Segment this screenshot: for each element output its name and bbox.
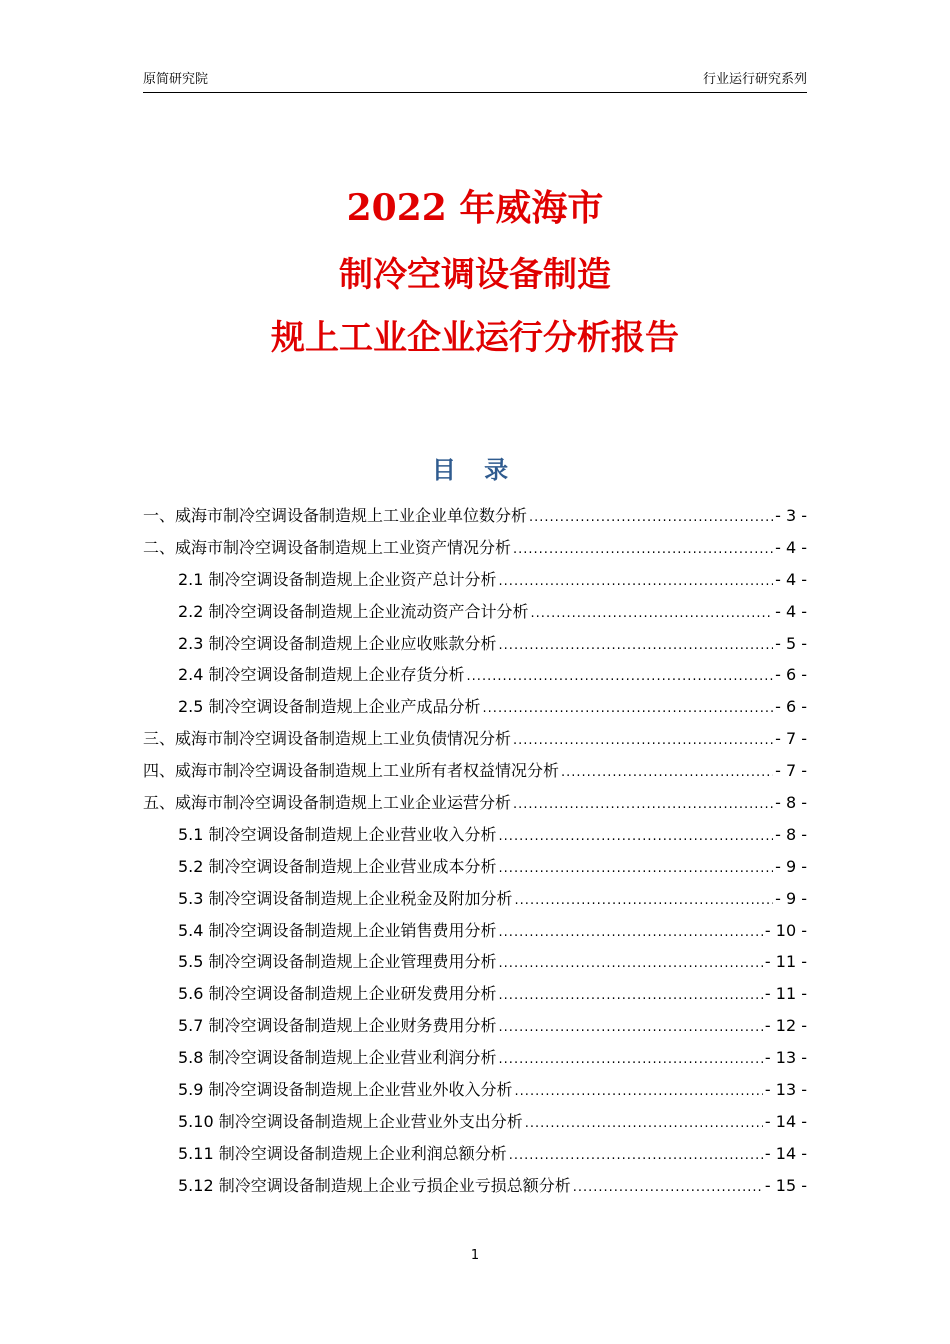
toc-leader-dots [499, 948, 763, 980]
toc-leader-dots [561, 757, 773, 789]
toc-leader-dots [531, 598, 774, 630]
toc-entry-page: - 9 - [775, 888, 807, 908]
toc-entry[interactable] [143, 787, 807, 819]
toc-subentry[interactable] [143, 1170, 807, 1202]
toc-entry-page: - 3 - [775, 506, 807, 525]
toc-subentry[interactable] [143, 1138, 807, 1170]
toc-subentry[interactable] [143, 659, 807, 691]
toc-entry-page: - 4 - [775, 601, 807, 621]
toc-entry-label: 5.4 制冷空调设备制造规上企业销售费用分析 [178, 920, 497, 940]
toc-entry-label: 2.5 制冷空调设备制造规上企业产成品分析 [178, 697, 481, 717]
toc-leader-dots [483, 693, 774, 725]
toc-leader-dots [499, 917, 763, 949]
toc-leader-dots [515, 885, 774, 917]
header-series-name: 行业运行研究系列 [702, 72, 807, 87]
toc-leader-dots [467, 661, 774, 693]
toc-entry-page: - 13 - [764, 1080, 807, 1100]
toc-entry-label: 5.6 制冷空调设备制造规上企业研发费用分析 [178, 984, 497, 1004]
toc-leader-dots [499, 630, 774, 662]
toc-subentry[interactable] [143, 1042, 807, 1074]
toc-subentry[interactable] [143, 915, 807, 947]
toc-subentry[interactable] [143, 1074, 807, 1106]
toc-entry-label: 三、威海市制冷空调设备制造规上工业负债情况分析 [143, 729, 512, 749]
toc-entry-label: 5.9 制冷空调设备制造规上企业营业外收入分析 [178, 1080, 513, 1100]
toc-heading: 目 录 [431, 456, 519, 484]
toc-entry-page: - 11 - [764, 984, 807, 1004]
toc-entry-page: - 14 - [764, 1111, 807, 1131]
toc-entry-page: - 7 - [775, 729, 807, 749]
toc-entry-label: 5.5 制冷空调设备制造规上企业管理费用分析 [178, 952, 497, 972]
toc-subentry[interactable] [143, 596, 807, 628]
toc-subentry[interactable] [143, 564, 807, 596]
toc-entry-page: - 6 - [775, 665, 807, 685]
toc-leader-dots [573, 1172, 763, 1204]
toc-entry-page: - 4 - [775, 569, 807, 589]
toc-leader-dots [515, 1076, 763, 1108]
toc-entry-page: - 14 - [764, 1143, 807, 1163]
toc-leader-dots [499, 1012, 763, 1044]
toc-entry-page: - 8 - [775, 824, 807, 844]
toc-entry-label: 四、威海市制冷空调设备制造规上工业所有者权益情况分析 [143, 761, 560, 781]
toc-entry-label: 2.4 制冷空调设备制造规上企业存货分析 [178, 665, 465, 685]
toc-subentry[interactable] [143, 819, 807, 851]
toc-entry-label: 5.8 制冷空调设备制造规上企业营业利润分析 [178, 1048, 497, 1068]
toc-leader-dots [509, 1140, 763, 1172]
page-header [143, 66, 807, 93]
toc-subentry[interactable] [143, 628, 807, 660]
toc-entry-label: 5.2 制冷空调设备制造规上企业营业成本分析 [178, 856, 497, 876]
toc-entry-label: 5.1 制冷空调设备制造规上企业营业收入分析 [178, 824, 497, 844]
toc-entry-page: - 15 - [764, 1175, 807, 1195]
toc-entry-label: 2.2 制冷空调设备制造规上企业流动资产合计分析 [178, 601, 529, 621]
toc-entry-page: - 6 - [775, 697, 807, 717]
toc-entry-label: 5.12 制冷空调设备制造规上企业亏损企业亏损总额分析 [178, 1175, 571, 1195]
toc-leader-dots [499, 566, 774, 598]
toc-subentry[interactable] [143, 1106, 807, 1138]
toc-entry[interactable] [143, 500, 807, 532]
table-of-contents [143, 500, 807, 1202]
toc-subentry[interactable] [143, 1010, 807, 1042]
toc-leader-dots [513, 534, 773, 566]
toc-leader-dots [499, 853, 774, 885]
toc-entry[interactable] [143, 723, 807, 755]
toc-entry-label: 一、威海市制冷空调设备制造规上工业企业单位数分析 [143, 506, 528, 525]
toc-leader-dots [513, 725, 773, 757]
toc-entry-page: - 5 - [775, 633, 807, 653]
toc-subentry[interactable] [143, 691, 807, 723]
toc-entry[interactable] [143, 532, 807, 564]
toc-subentry[interactable] [143, 851, 807, 883]
toc-leader-dots [499, 1044, 763, 1076]
toc-leader-dots [499, 980, 763, 1012]
toc-entry-page: - 10 - [764, 920, 807, 940]
toc-entry[interactable] [143, 755, 807, 787]
header-org-name: 原简研究院 [143, 72, 209, 87]
report-title-line-3: 规上工业企业运行分析报告 [271, 318, 679, 358]
toc-entry-label: 五、威海市制冷空调设备制造规上工业企业运营分析 [143, 793, 512, 813]
toc-leader-dots [529, 502, 773, 534]
toc-leader-dots [499, 821, 774, 853]
toc-subentry[interactable] [143, 978, 807, 1010]
report-title-line-1: 2022 年威海市 [346, 187, 604, 229]
toc-entry-page: - 9 - [775, 856, 807, 876]
toc-entry-label: 2.3 制冷空调设备制造规上企业应收账款分析 [178, 633, 497, 653]
toc-entry-page: - 11 - [764, 952, 807, 972]
toc-entry-page: - 13 - [764, 1048, 807, 1068]
toc-entry-label: 2.1 制冷空调设备制造规上企业资产总计分析 [178, 569, 497, 589]
toc-leader-dots [525, 1108, 763, 1140]
toc-entry-label: 5.11 制冷空调设备制造规上企业利润总额分析 [178, 1143, 507, 1163]
toc-entry-page: - 4 - [775, 537, 807, 557]
toc-leader-dots [513, 789, 773, 821]
toc-entry-label: 5.7 制冷空调设备制造规上企业财务费用分析 [178, 1016, 497, 1036]
toc-entry-label: 5.3 制冷空调设备制造规上企业税金及附加分析 [178, 888, 513, 908]
toc-subentry[interactable] [143, 883, 807, 915]
toc-entry-page: - 12 - [764, 1016, 807, 1036]
report-title-line-2: 制冷空调设备制造 [339, 255, 611, 295]
toc-entry-page: - 8 - [775, 793, 807, 813]
toc-entry-label: 5.10 制冷空调设备制造规上企业营业外支出分析 [178, 1111, 523, 1131]
toc-subentry[interactable] [143, 946, 807, 978]
page-number: 1 [470, 1248, 480, 1263]
toc-entry-page: - 7 - [775, 761, 807, 781]
toc-entry-label: 二、威海市制冷空调设备制造规上工业资产情况分析 [143, 537, 512, 557]
